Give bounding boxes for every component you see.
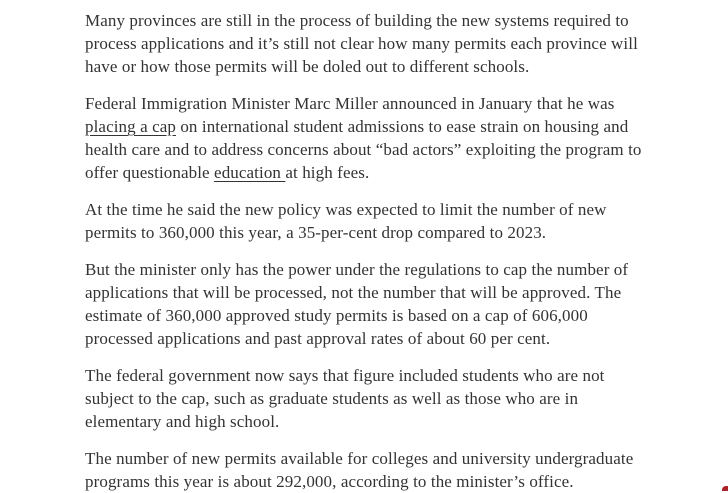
paragraph: [85, 9, 645, 78]
paragraph-text: The federal government now says that figure included students who are not subject to the cap, such as graduate students as well as those who are in elementary and high school.: [85, 366, 605, 431]
paragraph: [85, 258, 645, 350]
paragraph: [85, 92, 645, 184]
paragraph-text: Federal Immigration Minister Marc Miller announced in January that he was: [85, 94, 615, 113]
paragraph-text: But the minister only has the power under the regulations to cap the number of applications that will be processed, not the number that will be approved. The estimate of 360,000 approved study permits is based on a cap of 606,000 processed applications and past approval rates of about 60 per cent.: [85, 260, 629, 348]
paragraph-text: The number of new permits available for colleges and university undergraduate programs this year is about 292,000, according to the minister’s office.: [85, 449, 634, 491]
education-link[interactable]: education: [214, 163, 286, 182]
paragraph: [85, 198, 645, 244]
paragraph-text: Many provinces are still in the process of building the new systems required to process applications and it’s still not clear how many permits each province will have or how those permits will be doled out to different schools.: [85, 11, 638, 76]
placing-a-cap-link[interactable]: placing a cap: [85, 117, 176, 136]
paragraph-text: on international student admissions to ease strain on housing and health care and to address concerns about “bad actors” exploiting the program to offer questionable: [85, 117, 642, 182]
paragraph-text: at high fees.: [285, 163, 370, 182]
paragraph: [85, 447, 645, 493]
paragraph: [85, 364, 645, 433]
paragraph-text: At the time he said the new policy was expected to limit the number of new permits to 360,000 this year, a 35-per-cent drop compared to 2023.: [85, 200, 607, 242]
red-corner-fragment: [722, 486, 728, 491]
